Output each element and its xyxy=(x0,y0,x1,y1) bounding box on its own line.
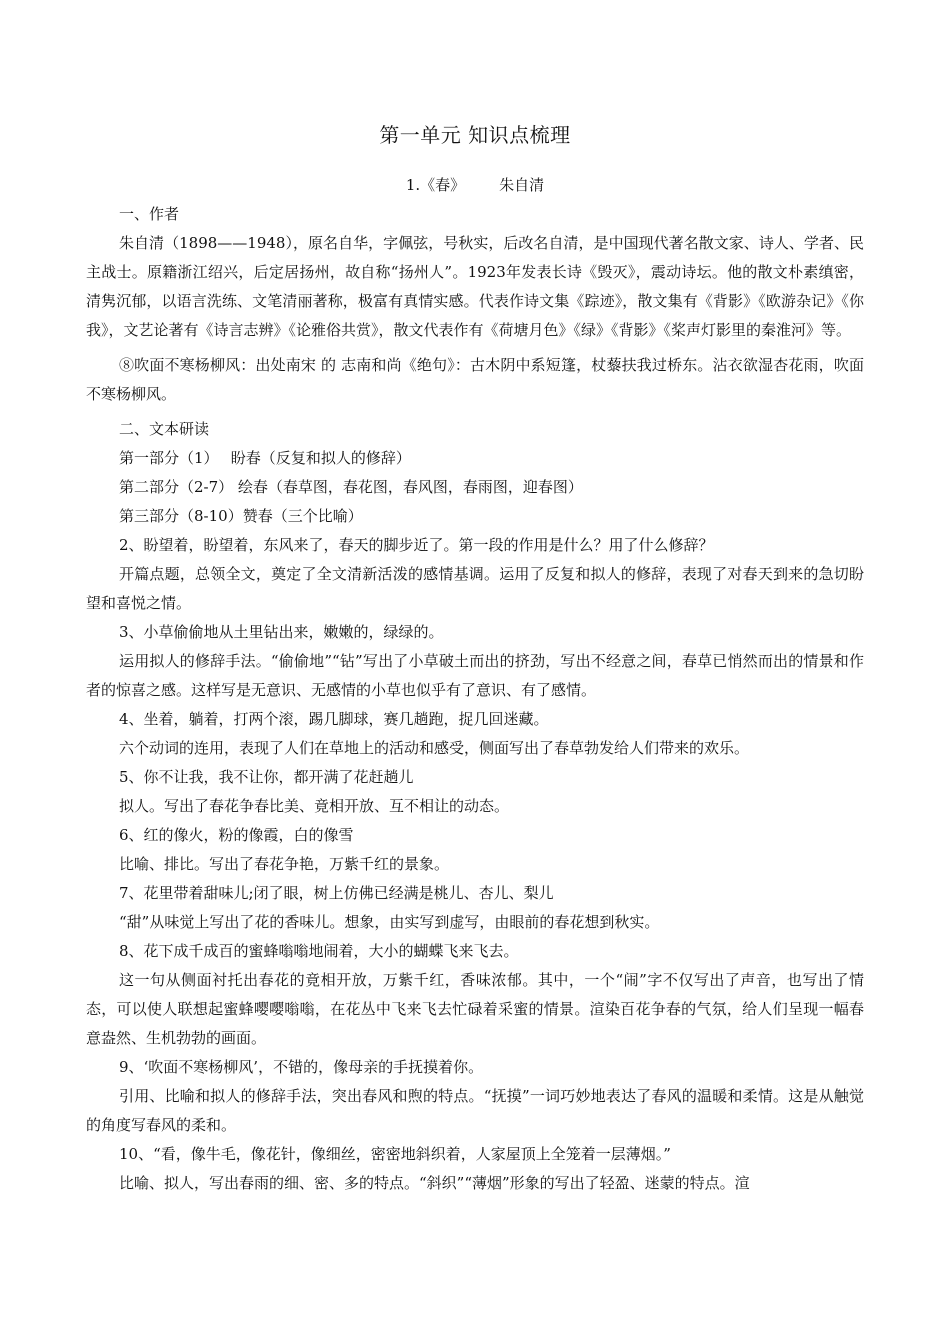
question-10: 10、“看，像牛毛，像花针，像细丝，密密地斜织着，人家屋顶上全笼着一层薄烟。” xyxy=(119,1145,671,1163)
answer-2: 开篇点题，总领全文，奠定了全文清新活泼的感情基调。运用了反复和拟人的修辞，表现了对春天到来的急切盼望和喜悦之情。 xyxy=(86,565,864,612)
answer-7: “甜”从味觉上写出了花的香味儿。想象，由实写到虚写，由眼前的春花想到秋实。 xyxy=(119,913,660,931)
question-3: 3、小草偷偷地从土里钻出来，嫩嫩的，绿绿的。 xyxy=(119,623,444,641)
document-body xyxy=(86,200,864,1198)
structure-part-1: 第一部分（1） 盼春（反复和拟人的修辞） xyxy=(119,449,411,467)
lesson-title: 1.《春》 xyxy=(405,176,466,194)
question-2: 2、盼望着，盼望着，东风来了，春天的脚步近了。第一段的作用是什么？用了什么修辞？ xyxy=(119,536,714,554)
structure-part-2: 第二部分（2-7） 绘春（春草图，春花图，春风图，春雨图，迎春图） xyxy=(119,478,583,496)
lesson-heading xyxy=(0,174,950,196)
answer-3: 运用拟人的修辞手法。“偷偷地”“钻”写出了小草破土而出的挤劲，写出不经意之间，春草已悄然而出的情景和作者的惊喜之感。这样写是无意识、无感情的小草也似乎有了意识、有了感情。 xyxy=(86,652,864,699)
question-4: 4、坐着，躺着，打两个滚，踢几脚球，赛几趟跑，捉几回迷藏。 xyxy=(119,710,549,728)
page-title: 第一单元 知识点梳理 xyxy=(379,123,571,147)
answer-6: 比喻、排比。写出了春花争艳，万紫千红的景象。 xyxy=(119,855,450,873)
answer-4: 六个动词的连用，表现了人们在草地上的活动和感受，侧面写出了春草勃发给人们带来的欢乐。 xyxy=(119,739,750,757)
question-7: 7、花里带着甜味儿;闭了眼，树上仿佛已经满是桃儿、杏儿、梨儿 xyxy=(119,884,554,902)
section-heading-author: 一、作者 xyxy=(119,205,180,223)
structure-part-3: 第三部分（8-10）赞春（三个比喻） xyxy=(119,507,363,525)
question-9: 9、‘吹面不寒杨柳风’，不错的，像母亲的手抚摸着你。 xyxy=(119,1058,484,1076)
question-8: 8、花下成千成百的蜜蜂嗡嗡地闹着，大小的蝴蝶飞来飞去。 xyxy=(119,942,519,960)
question-6: 6、红的像火，粉的像霞，白的像雪 xyxy=(119,826,354,844)
answer-9: 引用、比喻和拟人的修辞手法，突出春风和煦的特点。“抚摸”一词巧妙地表达了春风的温暖和柔情。这是从触觉的角度写春风的柔和。 xyxy=(86,1087,864,1134)
question-5: 5、你不让我，我不让你，都开满了花赶趟儿 xyxy=(119,768,414,786)
section-heading-text-study: 二、文本研读 xyxy=(119,420,210,438)
answer-5: 拟人。写出了春花争春比美、竟相开放、互不相让的动态。 xyxy=(119,797,510,815)
author-bio-paragraph: 朱自清（1898——1948），原名自华，字佩弦，号秋实，后改名自清，是中国现代著名散文家、诗人、学者、民主战士。原籍浙江绍兴，后定居扬州，故自称“扬州人”。1923年发表长诗《毁灭》，震动诗坛。他的散文朴素缜密，清隽沉郁，以语言洗练、文笔清丽著称，极富有真情实感。代表作诗文集《踪迹》，散文集有《背影》《欧游杂记》《你我》，文艺论著有《诗言志辨》《论雅俗共赏》，散文代表作有《荷塘月色》《绿》《背影》《桨声灯影里的秦淮河》等。 xyxy=(86,234,864,339)
quote-source-paragraph: ⑧吹面不寒杨柳风：出处南宋 的 志南和尚《绝句》：古木阴中系短篷，杖藜扶我过桥东。沾衣欲湿杏花雨，吹面不寒杨柳风。 xyxy=(86,356,864,403)
answer-10: 比喻、拟人，写出春雨的细、密、多的特点。“斜织”“薄烟”形象的写出了轻盈、迷蒙的特点。渲 xyxy=(119,1174,750,1192)
lesson-author: 朱自清 xyxy=(499,176,545,194)
answer-8: 这一句从侧面衬托出春花的竟相开放，万紫千红，香味浓郁。其中，一个“闹”字不仅写出了声音，也写出了情态，可以使人联想起蜜蜂嘤嘤嗡嗡，在花丛中飞来飞去忙碌着采蜜的情景。渲染百花争春的气氛，给人们呈现一幅春意盎然、生机勃勃的画面。 xyxy=(86,971,864,1047)
